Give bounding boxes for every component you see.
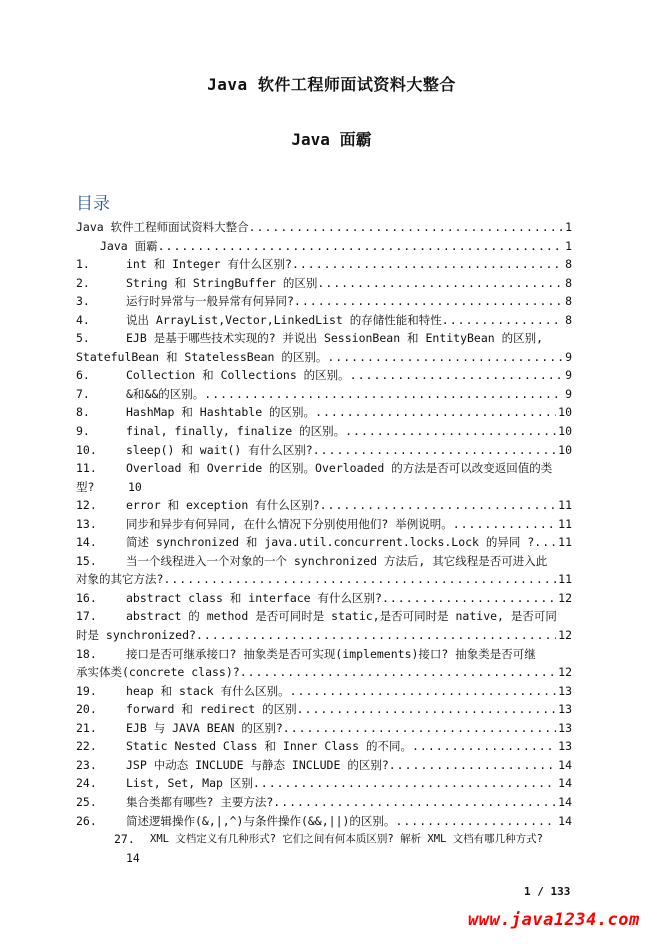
toc-leader (283, 719, 556, 738)
toc-entry-text: 简述逻辑操作(&,|,^)与条件操作(&&,||)的区别。 (126, 813, 396, 828)
toc-entry-number: 3. (76, 294, 90, 309)
toc-entry-text: XML 文档定义有几种形式? 它们之间有何本质区别? 解析 XML 文档有哪几种方式? (150, 833, 544, 846)
toc-entry-page: 13 (558, 720, 572, 735)
toc-entry-number: 11. (76, 461, 97, 476)
toc-entry-page: 1 (565, 220, 572, 234)
toc-entry[interactable] (76, 441, 572, 460)
document-subtitle: Java 面霸 (291, 130, 372, 149)
toc-entry-text: 说出 ArrayList,Vector,LinkedList 的存储性能和特性 (126, 312, 442, 327)
toc-entry-continuation[interactable] (76, 663, 572, 682)
toc-entry-number: 19. (76, 683, 97, 698)
toc-leader (382, 589, 556, 608)
toc-entry-continuation[interactable] (76, 570, 572, 589)
toc-entry-number: 22. (76, 739, 97, 754)
toc-entry-number: 5. (76, 331, 90, 346)
toc-entry-text: abstract 的 method 是否可同时是 static,是否可同时是 native, 是否可同 (126, 609, 557, 624)
toc-entry-number: 2. (76, 275, 90, 290)
toc-entry-text: 对象的其它方法? (76, 572, 164, 587)
toc-entry-text: 承实体类(concrete class)? (76, 665, 240, 680)
toc-leader (412, 737, 556, 756)
toc-entry[interactable] (76, 793, 572, 812)
toc-leader (294, 292, 563, 311)
toc-leader (240, 663, 556, 682)
toc-entry-page: 11 (558, 535, 572, 550)
toc-entry[interactable] (76, 830, 572, 849)
toc-entry-continuation[interactable] (76, 348, 572, 367)
toc-entry-page: 8 (565, 257, 572, 272)
toc-entry[interactable] (76, 237, 572, 256)
toc-entry[interactable] (76, 311, 572, 330)
toc-entry-text: &和&&的区别。 (126, 386, 205, 401)
toc-entry-text: 集合类都有哪些? 主要方法? (126, 794, 274, 809)
toc-entry-page: 14 (558, 776, 572, 791)
toc-entry-page: 9 (565, 386, 572, 401)
toc-entry-text: StatefulBean 和 StatelessBean 的区别。 (76, 349, 328, 364)
toc-leader (253, 774, 556, 793)
toc-entry-number: 12. (76, 498, 97, 513)
toc-entry[interactable] (76, 496, 572, 515)
toc-leader (453, 515, 556, 534)
toc-leader (327, 348, 563, 367)
toc-leader (350, 366, 563, 385)
toc-entry-page: 10 (558, 424, 572, 439)
toc-leader (297, 700, 557, 719)
toc-entry[interactable] (76, 515, 572, 534)
toc-entry-text: Collection 和 Collections 的区别。 (126, 368, 350, 383)
toc-entry-number: 14. (76, 535, 97, 550)
toc-entry[interactable] (76, 329, 572, 348)
toc-entry-page: 13 (558, 739, 572, 754)
toc-entry-number: 4. (76, 312, 90, 327)
toc-entry-text: 简述 synchronized 和 java.util.concurrent.locks.Lock 的异同 ? (126, 535, 535, 550)
toc-leader (292, 255, 563, 274)
toc-entry-page: 10 (558, 442, 572, 457)
toc-leader (442, 311, 563, 330)
toc-entry[interactable] (76, 607, 572, 626)
toc-entry-number: 8. (76, 405, 90, 420)
toc-leader (395, 812, 556, 831)
toc-entry-text: Java 面霸 (100, 238, 158, 253)
toc-entry-number: 15. (76, 553, 97, 568)
toc-leader (320, 496, 557, 515)
toc-leader (317, 274, 563, 293)
toc-leader (204, 385, 563, 404)
toc-entry-page: 11 (558, 498, 572, 513)
toc-entry-text: int 和 Integer 有什么区别? (126, 257, 292, 272)
toc-entry-text: forward 和 redirect 的区别 (126, 702, 297, 717)
toc-entry-text: 时是 synchronized? (76, 628, 196, 643)
toc-entry-number: 25. (76, 794, 97, 809)
toc-leader (273, 793, 556, 812)
toc-entry[interactable] (76, 422, 572, 441)
toc-entry-number: 1. (76, 257, 90, 272)
toc-entry-page: 13 (558, 702, 572, 717)
toc-entry-text: 当一个线程进入一个对象的一个 synchronized 方法后, 其它线程是否可进入此 (126, 553, 548, 568)
toc-entry-text: List, Set, Map 区别 (126, 776, 253, 791)
toc-entry-page: 11 (558, 572, 572, 587)
toc-entry[interactable] (76, 737, 572, 756)
toc-entry-page: 14 (558, 813, 572, 828)
toc-entry-number: 9. (76, 424, 90, 439)
toc-entry-page: 12 (558, 590, 572, 605)
toc-entry-text: Static Nested Class 和 Inner Class 的不同。 (126, 739, 412, 754)
toc-entry-text: final, finally, finalize 的区别。 (126, 424, 346, 439)
toc-entry-page: 8 (565, 312, 572, 327)
toc-entry[interactable] (76, 756, 572, 775)
toc-leader (163, 570, 556, 589)
toc-entry[interactable] (76, 812, 572, 831)
toc-entry-page: 10 (128, 479, 142, 494)
toc-entry-text: sleep() 和 wait() 有什么区别? (126, 442, 313, 457)
toc-entry-number: 16. (76, 590, 97, 605)
toc-entry-number: 13. (76, 516, 97, 531)
toc-entry-number: 21. (76, 720, 97, 735)
toc-entry-page: 14 (126, 850, 140, 865)
toc-entry-text: error 和 exception 有什么区别? (126, 498, 320, 513)
toc-entry[interactable] (76, 218, 572, 237)
toc-entry-text: Java 软件工程师面试资料大整合 (76, 220, 249, 234)
toc-entry-number: 10. (76, 442, 97, 457)
toc-entry-number: 27. (114, 832, 135, 847)
toc-entry-text: 接口是否可继承接口? 抽象类是否可实现(implements)接口? 抽象类是否可继 (126, 646, 536, 661)
toc-entry-page: 10 (558, 405, 572, 420)
toc-entry-text: heap 和 stack 有什么区别。 (126, 683, 290, 698)
toc-entry-continuation[interactable] (76, 626, 572, 645)
toc-entry-text: 同步和异步有何异同, 在什么情况下分别使用他们? 举例说明。 (126, 516, 453, 531)
toc-leader (534, 533, 556, 552)
toc-entry-number: 20. (76, 702, 97, 717)
toc-entry-text: String 和 StringBuffer 的区别 (126, 275, 318, 290)
toc-entry-page: 13 (558, 683, 572, 698)
toc-entry-text: 型? (76, 479, 95, 494)
document-title: Java 软件工程师面试资料大整合 (207, 75, 456, 94)
toc-entry-page: 8 (565, 275, 572, 290)
toc-entry-continuation[interactable] (76, 478, 572, 497)
toc-entry-number: 6. (76, 368, 90, 383)
toc-leader (290, 682, 557, 701)
toc-leader (249, 218, 563, 237)
toc-leader (196, 626, 556, 645)
toc-entry-page: 9 (565, 368, 572, 383)
toc-entry[interactable] (76, 403, 572, 422)
toc-entry-number: 18. (76, 646, 97, 661)
toc-entry-number: 17. (76, 609, 97, 624)
watermark: www.java1234.com (468, 910, 640, 930)
toc-leader (315, 403, 556, 422)
toc-entry-text: Overload 和 Override 的区别。Overloaded 的方法是否可以改变返回值的类 (126, 461, 553, 476)
toc-leader (313, 441, 556, 460)
toc-leader (158, 237, 563, 256)
toc-entry-number: 26. (76, 813, 97, 828)
toc-leader (389, 756, 556, 775)
toc-entry-number: 24. (76, 776, 97, 791)
toc-entry[interactable] (76, 645, 572, 664)
toc-entry-page: 8 (565, 294, 572, 309)
toc-entry[interactable] (76, 552, 572, 571)
toc-entry[interactable] (76, 459, 572, 478)
toc-entry[interactable] (76, 255, 572, 274)
toc-entry-page: 12 (558, 628, 572, 643)
toc-entry-page: 12 (558, 665, 572, 680)
toc-entry-text: HashMap 和 Hashtable 的区别。 (126, 405, 316, 420)
toc-entry-text: JSP 中动态 INCLUDE 与静态 INCLUDE 的区别? (126, 757, 389, 772)
toc-entry-page: 1 (565, 238, 572, 253)
toc-entry-text: 运行时异常与一般异常有何异同? (126, 294, 294, 309)
toc-entry-continuation[interactable] (76, 849, 572, 868)
toc-entry-page: 14 (558, 757, 572, 772)
toc-entry[interactable] (76, 774, 572, 793)
toc-entry-page: 9 (565, 349, 572, 364)
page-number: 1 / 133 (524, 885, 571, 898)
toc-entry[interactable] (76, 533, 572, 552)
toc-entry-number: 23. (76, 757, 97, 772)
toc-entry[interactable] (76, 366, 572, 385)
toc-entry-page: 14 (558, 794, 572, 809)
toc-entry[interactable] (76, 589, 572, 608)
table-of-contents (76, 218, 572, 867)
toc-heading: 目录 (76, 194, 110, 214)
toc-entry[interactable] (76, 700, 572, 719)
toc-entry-text: abstract class 和 interface 有什么区别? (126, 590, 382, 605)
toc-entry[interactable] (76, 682, 572, 701)
toc-entry[interactable] (76, 385, 572, 404)
toc-entry[interactable] (76, 274, 572, 293)
toc-entry[interactable] (76, 719, 572, 738)
toc-leader (345, 422, 556, 441)
toc-entry[interactable] (76, 292, 572, 311)
toc-entry-number: 7. (76, 386, 90, 401)
toc-entry-text: EJB 与 JAVA BEAN 的区别? (126, 720, 283, 735)
toc-entry-text: EJB 是基于哪些技术实现的? 并说出 SessionBean 和 EntityBean 的区别, (126, 331, 544, 346)
toc-entry-page: 11 (558, 516, 572, 531)
